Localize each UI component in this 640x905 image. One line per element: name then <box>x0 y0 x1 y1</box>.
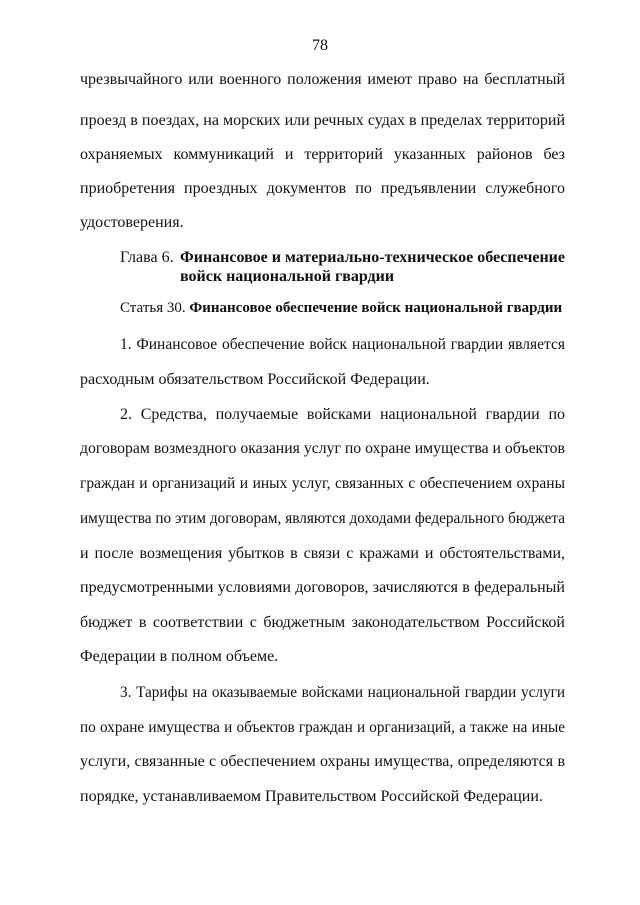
paragraph-line: 1. Финансовое обеспечение войск национальной гвардии является <box>120 336 565 353</box>
paragraph-line: 2. Средства, получаемые войсками национальной гвардии по <box>120 406 565 423</box>
paragraph-line: договорам возмездного оказания услуг по охране имущества и объектов <box>80 440 565 457</box>
paragraph-line: услуги, связанные с обеспечением охраны имущества, определяются в <box>80 753 565 770</box>
paragraph-line: имущества по этим договорам, являются доходами федерального бюджета <box>80 510 565 527</box>
paragraph-line: бюджет в соответствии с бюджетным законодательством Российской <box>80 614 565 631</box>
paragraph-line: граждан и организаций и иных услуг, связанных с обеспечением охраны <box>80 475 565 492</box>
paragraph-line: 3. Тарифы на оказываемые войсками национальной гвардии услуги <box>120 684 565 701</box>
paragraph-line: и после возмещения убытков в связи с кражами и обстоятельствами, <box>80 545 565 562</box>
chapter-title-line2: войск национальной гвардии <box>180 268 395 285</box>
paragraph-line: по охране имущества и объектов граждан и организаций, а также на иные <box>80 719 565 736</box>
paragraph-line: расходным обязательством Российской Федерации. <box>80 371 430 388</box>
page-number: 78 <box>312 37 328 54</box>
article-prefix: Статья 30. <box>120 300 186 316</box>
intro-line: чрезвычайного или военного положения имеют право на бесплатный <box>80 71 565 88</box>
paragraph-line: Федерации в полном объеме. <box>80 648 279 665</box>
paragraph-line: порядке, устанавливаемом Правительством Российской Федерации. <box>80 788 543 805</box>
intro-line: охраняемых коммуникаций и территорий указанных районов без <box>80 146 565 163</box>
intro-line: приобретения проездных документов по предъявлении служебного <box>80 180 565 197</box>
intro-line: удостоверения. <box>80 214 184 231</box>
paragraph-line: предусмотренными условиями договоров, зачисляются в федеральный <box>80 579 565 596</box>
chapter-title-line1: Финансовое и материально-техническое обеспечение <box>180 249 565 266</box>
intro-line: проезд в поездах, на морских или речных судах в пределах территорий <box>80 112 565 129</box>
article-heading <box>120 301 565 316</box>
chapter-prefix: Глава 6. <box>120 249 174 266</box>
article-title: Финансовое обеспечение войск национальной гвардии <box>189 300 563 316</box>
